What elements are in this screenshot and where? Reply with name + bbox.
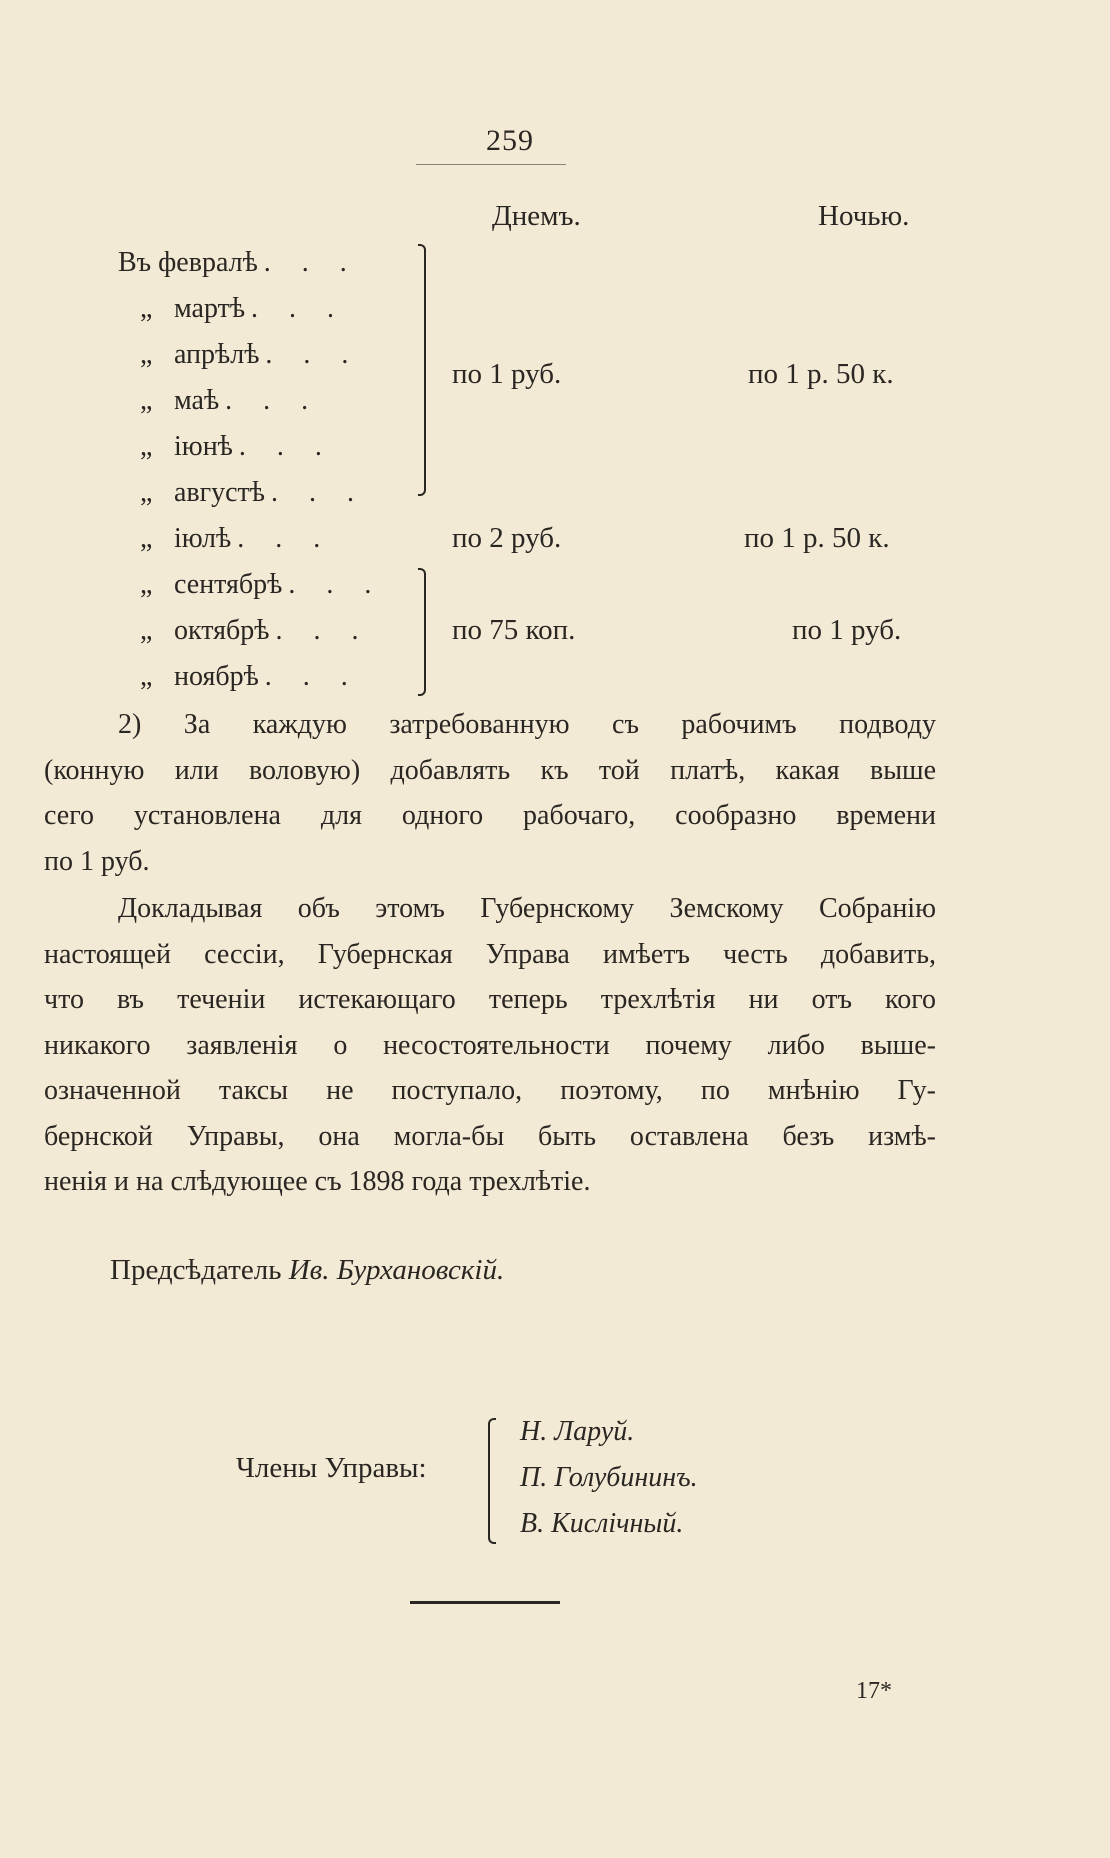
month-row [118, 562, 383, 608]
ditto-mark: „ [140, 339, 153, 370]
rate-night: по 1 р. 50 к. [744, 522, 890, 554]
text-line: настоящей сессiи, Губернская Управа имѣетъ честь добавить, [44, 938, 936, 970]
month-label: маѣ [174, 385, 220, 416]
leader-dots: . . . [263, 247, 359, 278]
ditto-mark: „ [140, 615, 153, 646]
paragraph-3 [44, 886, 936, 1205]
paragraph-2 [44, 702, 936, 884]
month-row [118, 608, 370, 654]
month-label: апрѣлѣ [174, 339, 260, 370]
chairman-label: Предсѣдатель [110, 1254, 282, 1286]
text-line: бернской Управы, она могла-бы быть оставлена безъ измѣ- [44, 1120, 936, 1152]
leader-dots: . . . [275, 615, 371, 646]
rate-day: по 2 руб. [452, 522, 562, 554]
column-header-night: Ночью. [818, 200, 910, 232]
closing-rule [410, 1601, 560, 1604]
column-header-day: Днемъ. [492, 200, 581, 232]
text-line: означенной таксы не поступало, поэтому, по мнѣнiю Гу- [44, 1075, 936, 1106]
rate-day: по 75 коп. [452, 614, 576, 646]
ditto-mark: „ [140, 661, 153, 692]
header-rule [416, 164, 566, 165]
month-label: октябрѣ [174, 615, 270, 646]
month-label: iюлѣ [174, 523, 232, 554]
group-brace [418, 244, 426, 496]
month-label: ноябрѣ [174, 661, 259, 692]
ditto-mark: „ [140, 569, 153, 600]
month-row [118, 378, 320, 424]
month-label: Въ февралѣ [118, 247, 258, 278]
text-line: никакого заявленiя о несостоятельности почему либо выше- [44, 1029, 936, 1061]
month-label: августѣ [174, 477, 265, 508]
chairman-line [110, 1254, 504, 1287]
text-line: ненiя и на слѣдующее съ 1898 года трехлѣтiе. [44, 1166, 591, 1197]
month-row [118, 654, 360, 700]
ditto-mark: „ [140, 523, 153, 554]
month-row [118, 240, 359, 286]
leader-dots: . . . [265, 339, 361, 370]
members-brace [488, 1418, 496, 1544]
month-row [118, 332, 360, 378]
text-line: сего установлена для одного рабочаго, сообразно времени [44, 800, 936, 831]
members-label: Члены Управы: [236, 1452, 427, 1484]
page-number: 259 [486, 124, 534, 157]
leader-dots: . . . [225, 385, 321, 416]
ditto-mark: „ [140, 293, 153, 324]
month-label: iюнѣ [174, 431, 233, 462]
text-line: (конную или воловую) добавлять къ той платѣ, какая выше [44, 754, 936, 786]
signature-mark: 17* [856, 1678, 892, 1704]
leader-dots: . . . [237, 523, 333, 554]
month-label: сентябрѣ [174, 569, 283, 600]
leader-dots: . . . [251, 293, 347, 324]
ditto-mark: „ [140, 477, 153, 508]
month-row [118, 516, 332, 562]
chairman-name: Ив. Бурхановскiй. [288, 1254, 505, 1286]
month-row [118, 470, 366, 516]
group-brace [418, 568, 426, 696]
member-name: Н. Ларуй. [520, 1416, 635, 1447]
text-line: что въ теченiи истекающаго теперь трехлѣтiя ни отъ кого [44, 984, 936, 1015]
leader-dots: . . . [264, 661, 360, 692]
ditto-mark: „ [140, 431, 153, 462]
month-label: мартѣ [174, 293, 246, 324]
leader-dots: . . . [238, 431, 334, 462]
rate-day: по 1 руб. [452, 358, 562, 390]
rate-night: по 1 руб. [792, 614, 902, 646]
leader-dots: . . . [271, 477, 366, 508]
month-row [118, 424, 334, 470]
ditto-mark: „ [140, 385, 153, 416]
leader-dots: . . . [288, 569, 384, 600]
text-line: 2) За каждую затребованную съ рабочимъ подводу [118, 709, 936, 740]
member-name: В. Кислiчный. [520, 1508, 684, 1539]
text-line: по 1 руб. [44, 845, 150, 877]
month-row [118, 286, 346, 332]
rate-night: по 1 р. 50 к. [748, 358, 894, 390]
text-line: Докладывая объ этомъ Губернскому Земскому Собранiю [118, 893, 936, 924]
member-name: П. Голубининъ. [520, 1462, 698, 1493]
